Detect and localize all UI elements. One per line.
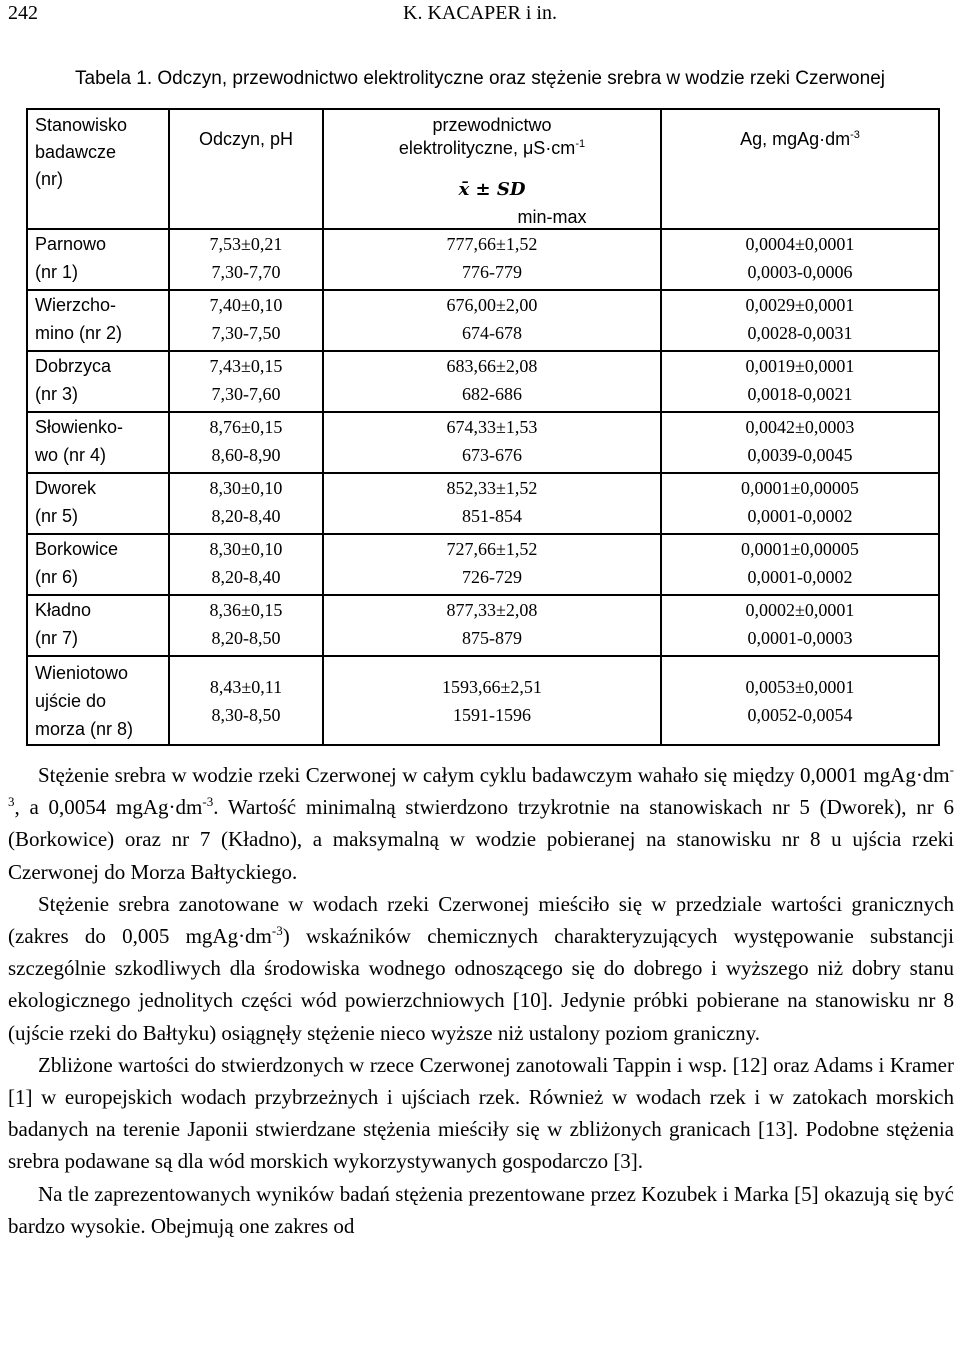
header-cond-sup: -1: [575, 138, 586, 150]
ag-range: 0,0018-0,0021: [747, 384, 853, 404]
cond-range: 1591-1596: [453, 704, 531, 725]
ph-range: 7,30-7,50: [211, 323, 281, 343]
cond-range: 682-686: [462, 384, 522, 404]
site-name: Kładno: [35, 600, 92, 620]
ag-mean: 0,0004±0,0001: [745, 234, 855, 254]
ph-mean: 7,43±0,15: [209, 356, 283, 376]
site-cell: [27, 229, 169, 290]
ag-range: 0,0001-0,0003: [747, 628, 853, 648]
header-ag-label: Ag, mgAg·dm: [740, 129, 851, 149]
paragraph-text: , a 0,0054 mgAg·dm: [14, 795, 203, 820]
site-cell: [27, 351, 169, 412]
paragraph: Zbliżone wartości do stwierdzonych w rzece Czerwonej zanotowali Tappin i wsp. [12] oraz Adams i Kramer [1] w europejskich wodach przybrzeżnych i ujściach rzek. Również w wodach rzek i w zatokach morskich badanych na terenie Japonii stwierdzane stężenia mieściły się w zbliżonych granicach [13]. Podobne stężenia srebra podawane są dla wód morskich wykorzystywanych gospodarczo [3].: [8, 1052, 954, 1174]
site-cell: [27, 656, 169, 745]
site-name: Dworek: [35, 478, 97, 498]
ph-mean: 8,43±0,11: [209, 676, 283, 697]
header-ph: [169, 109, 323, 229]
site-number: morza (nr 8): [35, 719, 134, 739]
ag-mean: 0,0042±0,0003: [745, 417, 855, 437]
site-name: Borkowice: [35, 539, 119, 559]
site-name: Parnowo: [35, 234, 107, 254]
ag-range: 0,0001-0,0002: [747, 506, 853, 526]
table-row: [27, 412, 939, 473]
ph-range: 8,30-8,50: [211, 704, 281, 725]
cond-cell: [323, 595, 661, 656]
ag-cell: [661, 656, 939, 745]
cond-mean: 683,66±2,08: [446, 356, 538, 376]
cond-range: 726-729: [462, 567, 522, 587]
ag-range: 0,0052-0,0054: [747, 704, 853, 725]
cond-mean: 852,33±1,52: [446, 478, 538, 498]
ph-mean: 8,76±0,15: [209, 417, 283, 437]
header-site: [27, 109, 169, 229]
ph-cell: [169, 595, 323, 656]
ag-mean: 0,0002±0,0001: [745, 600, 855, 620]
header-site-line: badawcze: [35, 142, 117, 162]
site-cell: [27, 595, 169, 656]
ph-cell: [169, 534, 323, 595]
paragraph-text: ) wskaźników chemicznych charakteryzujących występowanie substancji szczególnie szkodliwych dla środowiska wodnego odnoszącego się do dobrego i wyższego niż dobry stanu ekologicznego jednolitych części wód powierzchniowych [10]. Jedynie próbki pobierane na stanowisku nr 8 (ujście rzeki do Bałtyku) osiągnęły stężenie nieco wyższe niż ustalony poziom graniczny.: [8, 924, 955, 1045]
site-number: wo (nr 4): [35, 445, 107, 465]
cond-cell: [323, 534, 661, 595]
header-cond-line2: elektrolityczne, μS·cm: [398, 138, 576, 158]
cond-cell: [323, 473, 661, 534]
header-cond-line1: przewodnictwo: [432, 115, 552, 135]
running-title: K. KACAPER i in.: [403, 2, 557, 24]
cond-mean: 674,33±1,53: [446, 417, 538, 437]
table-caption: Tabela 1. Odczyn, przewodnictwo elektrolityczne oraz stężenie srebra w wodzie rzeki Czerwonej: [75, 68, 885, 89]
table-header-row: [27, 109, 939, 229]
cond-range: 851-854: [462, 506, 522, 526]
page-header: [8, 2, 952, 30]
cond-cell: [323, 412, 661, 473]
data-table: [26, 108, 940, 746]
ph-range: 7,30-7,60: [211, 384, 281, 404]
table-row: [27, 595, 939, 656]
ph-cell: [169, 229, 323, 290]
site-cell: [27, 412, 169, 473]
cond-range: 674-678: [462, 323, 522, 343]
superscript: -3: [8, 762, 954, 810]
ph-mean: 7,53±0,21: [209, 234, 283, 254]
header-ag-sup: -3: [850, 129, 860, 141]
header-site-line: (nr): [35, 169, 63, 189]
ag-range: 0,0028-0,0031: [747, 323, 853, 343]
superscript: -3: [271, 923, 283, 939]
superscript: -3: [202, 794, 214, 810]
ph-range: 8,20-8,40: [211, 567, 281, 587]
ag-cell: [661, 229, 939, 290]
ag-cell: [661, 473, 939, 534]
ag-cell: [661, 595, 939, 656]
header-silver: [661, 109, 939, 229]
cond-range: 673-676: [462, 445, 522, 465]
cond-range: 875-879: [462, 628, 522, 648]
ag-cell: [661, 290, 939, 351]
site-name: Dobrzyca: [35, 356, 112, 376]
site-number: (nr 1): [35, 262, 79, 282]
ag-range: 0,0003-0,0006: [747, 262, 853, 282]
ph-mean: 8,30±0,10: [209, 478, 283, 498]
site-name: Wierzcho-: [35, 295, 117, 315]
paragraph-text: Stężenie srebra zanotowane w wodach rzeki Czerwonej mieściło się w przedziale wartości granicznych (zakres do 0,005 mgAg·dm: [8, 891, 954, 949]
table-row: [27, 534, 939, 595]
cond-mean: 877,33±2,08: [446, 600, 538, 620]
site-number: mino (nr 2): [35, 323, 123, 343]
site-name: Wieniotowo: [35, 663, 129, 683]
site-name: Słowienko-: [35, 417, 124, 437]
body-text: [8, 759, 954, 1242]
site-name-cont: ujście do: [35, 691, 107, 711]
header-conductivity: [323, 109, 661, 229]
ag-range: 0,0001-0,0002: [747, 567, 853, 587]
ag-mean: 0,0001±0,00005: [741, 539, 859, 559]
ph-range: 8,60-8,90: [211, 445, 281, 465]
cond-cell: [323, 656, 661, 745]
paragraph: [8, 888, 954, 1049]
cond-mean: 727,66±1,52: [446, 539, 538, 559]
paragraph-text: Stężenie srebra w wodzie rzeki Czerwonej w całym cyklu badawczym wahało się między 0,0001 mgAg·dm: [38, 763, 950, 787]
ph-cell: [169, 473, 323, 534]
cond-cell: [323, 290, 661, 351]
cond-mean: 777,66±1,52: [446, 234, 538, 254]
table-row: [27, 473, 939, 534]
ph-range: 8,20-8,40: [211, 506, 281, 526]
ag-mean: 0,0019±0,0001: [745, 356, 855, 376]
site-number: (nr 3): [35, 384, 79, 404]
ph-mean: 8,30±0,10: [209, 539, 283, 559]
table-row: [27, 351, 939, 412]
site-number: (nr 6): [35, 567, 79, 587]
paragraph: [8, 759, 954, 888]
site-cell: [27, 290, 169, 351]
site-cell: [27, 534, 169, 595]
cond-cell: [323, 229, 661, 290]
ag-range: 0,0039-0,0045: [747, 445, 853, 465]
ag-cell: [661, 351, 939, 412]
header-stat-label: x̄ ± SD: [458, 179, 526, 200]
page-number: 242: [8, 2, 38, 24]
header-site-line: Stanowisko: [35, 115, 128, 135]
header-minmax-label: min-max: [517, 207, 587, 227]
cond-mean: 676,00±2,00: [446, 295, 538, 315]
table-row: [27, 656, 939, 745]
ph-mean: 7,40±0,10: [209, 295, 283, 315]
site-number: (nr 7): [35, 628, 79, 648]
cond-cell: [323, 351, 661, 412]
ag-cell: [661, 534, 939, 595]
paragraph-text: . Wartość minimalną stwierdzono trzykrotnie na stanowiskach nr 5 (Dworek), nr 6 (Borkowice) oraz nr 7 (Kładno), a maksymalną w wodzie pobieranej na stanowisku nr 8 u ujścia rzeki Czerwonej do Morza Bałtyckiego.: [8, 795, 954, 884]
ag-mean: 0,0029±0,0001: [745, 295, 855, 315]
table-row: [27, 229, 939, 290]
cond-range: 776-779: [462, 262, 522, 282]
ph-cell: [169, 290, 323, 351]
header-ph-label: Odczyn, pH: [198, 129, 294, 149]
ag-cell: [661, 412, 939, 473]
ph-cell: [169, 351, 323, 412]
paragraph: Na tle zaprezentowanych wyników badań stężenia prezentowane przez Kozubek i Marka [5] okazują się być bardzo wysokie. Obejmują one zakres od: [8, 1181, 954, 1238]
site-cell: [27, 473, 169, 534]
ph-range: 8,20-8,50: [211, 628, 281, 648]
ph-range: 7,30-7,70: [211, 262, 281, 282]
cond-mean: 1593,66±2,51: [442, 676, 542, 697]
ph-cell: [169, 656, 323, 745]
site-number: (nr 5): [35, 506, 79, 526]
ag-mean: 0,0001±0,00005: [741, 478, 859, 498]
table-row: [27, 290, 939, 351]
ph-mean: 8,36±0,15: [209, 600, 283, 620]
ph-cell: [169, 412, 323, 473]
ag-mean: 0,0053±0,0001: [745, 676, 855, 697]
